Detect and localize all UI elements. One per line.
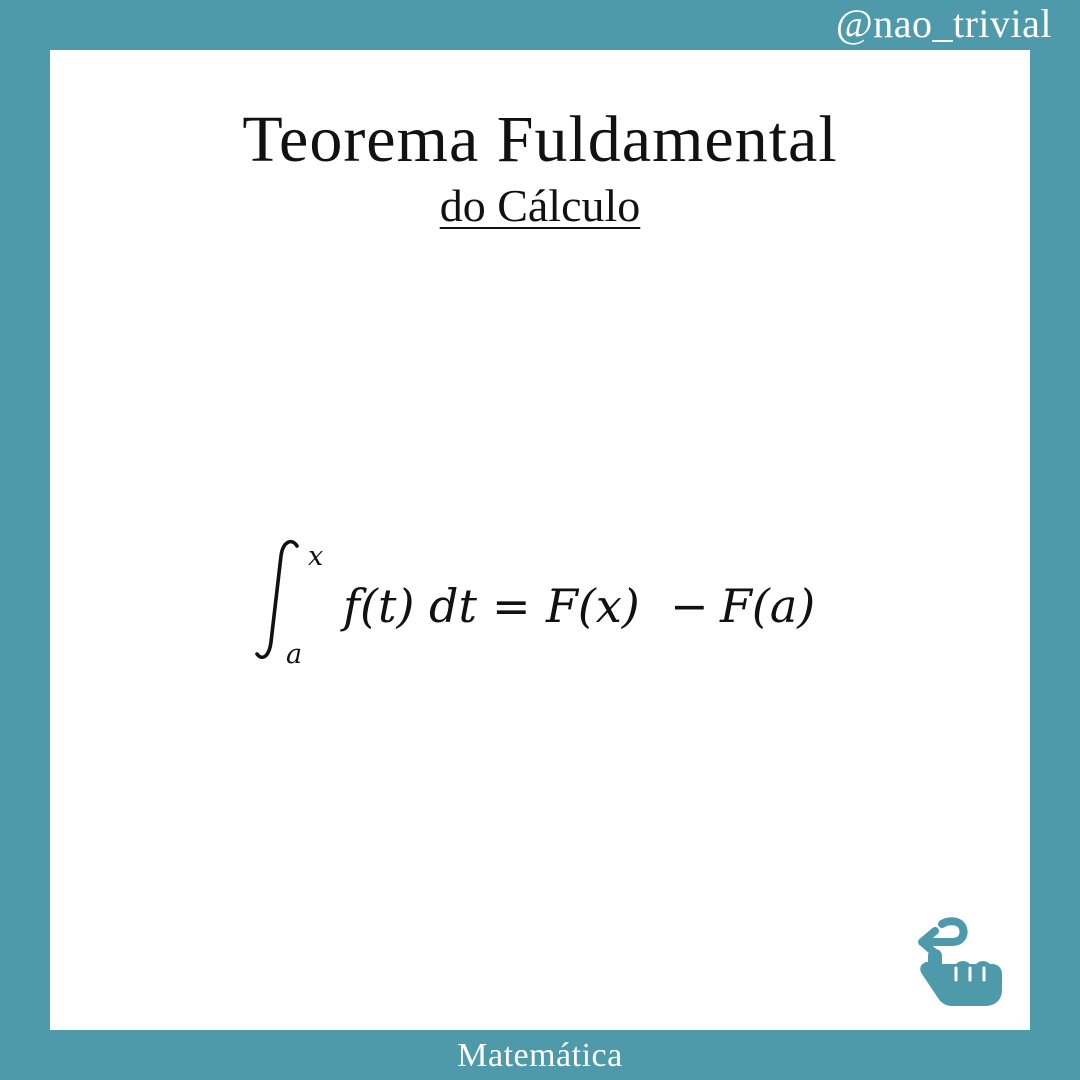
equals-sign: = xyxy=(492,579,531,633)
formula xyxy=(250,530,850,680)
integral-upper-limit: x xyxy=(308,541,324,572)
account-handle: @nao_trivial xyxy=(835,1,1052,46)
rhs-right-term: F(a) xyxy=(720,579,816,633)
formula-graphic xyxy=(250,530,850,680)
footer-category: Matemática xyxy=(457,1037,623,1074)
page-title: Teorema Fuldamental xyxy=(242,103,838,176)
swipe-left-hand-icon xyxy=(908,912,1008,1012)
rhs-left-term: F(x) xyxy=(546,579,640,633)
integral-lower-limit: a xyxy=(286,639,303,670)
page-subtitle: do Cálculo xyxy=(439,180,641,231)
integrand: f(t) dt xyxy=(343,579,477,633)
subtitle-container xyxy=(0,178,1080,234)
minus-sign: − xyxy=(670,579,709,633)
